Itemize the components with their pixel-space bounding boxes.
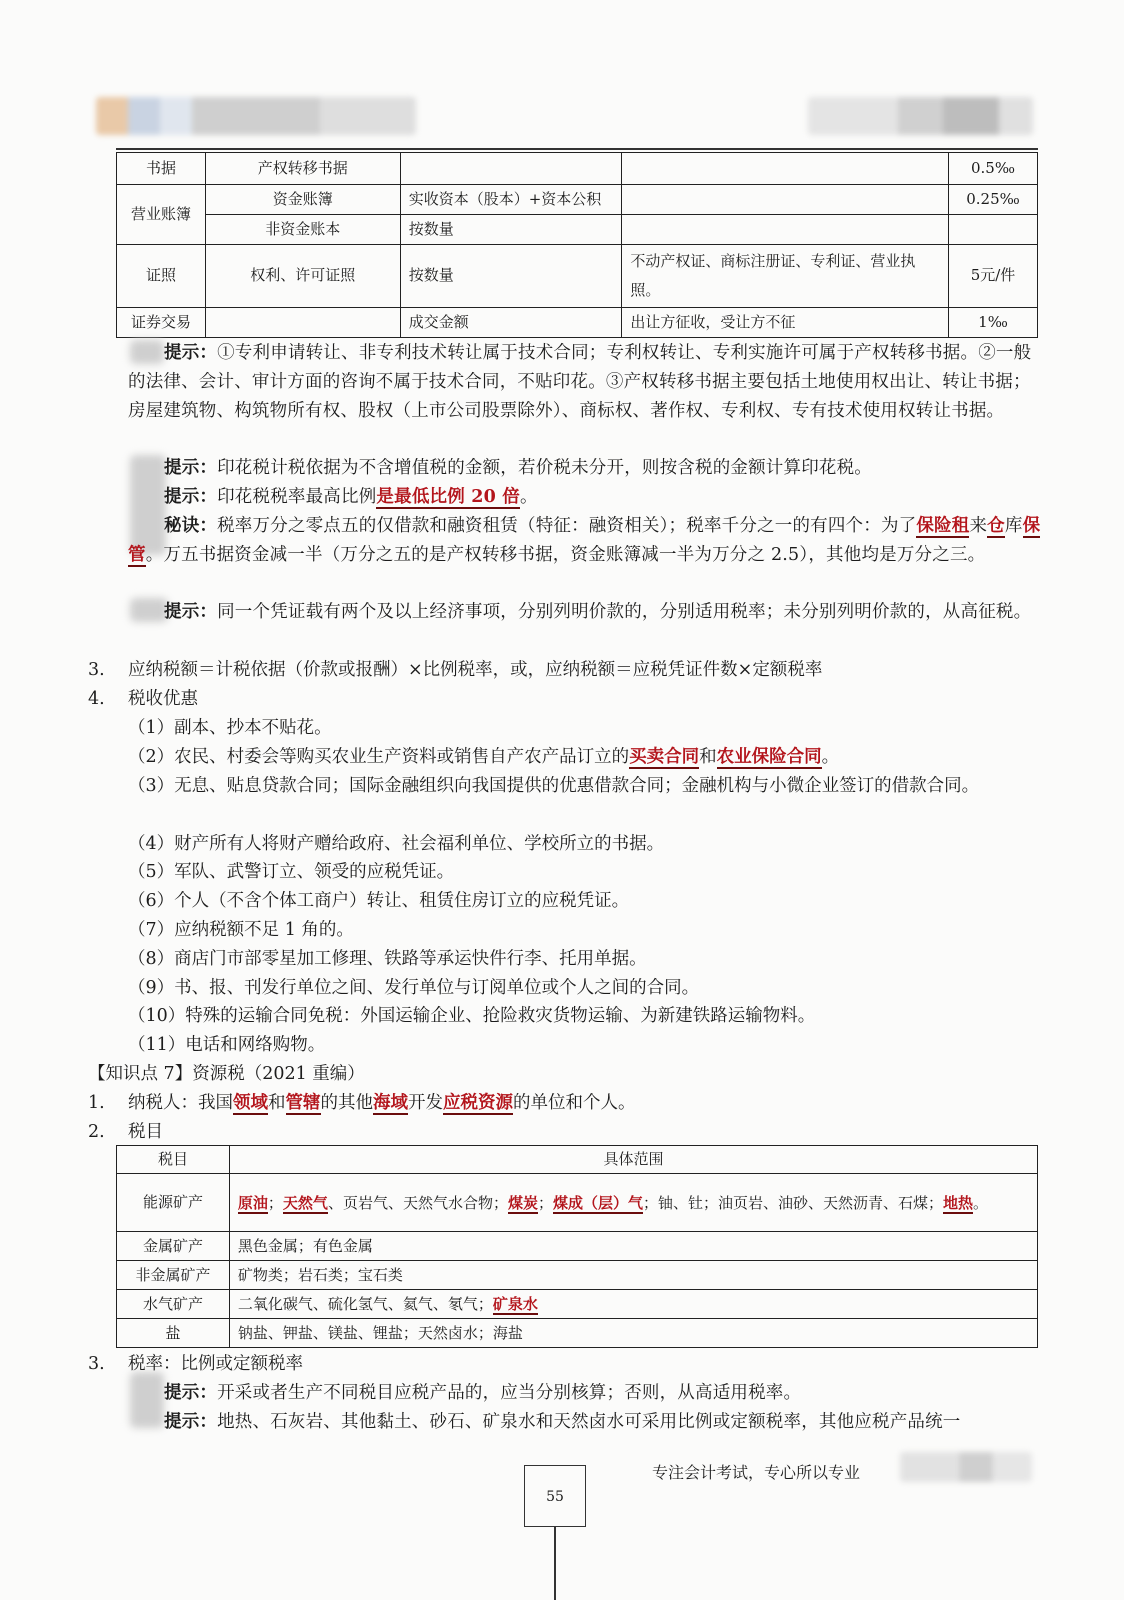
highlight: 领域 <box>233 1093 268 1113</box>
tip-label: 提示： <box>164 1412 218 1432</box>
highlight: 农业保险合同 <box>716 747 822 767</box>
header-rule <box>116 148 1038 150</box>
tip-label: 提示： <box>164 458 218 478</box>
cell-item: 非资金账本 <box>205 215 400 245</box>
highlight: 保险 <box>916 516 952 536</box>
table-row <box>117 185 1038 215</box>
header-logo-blur <box>96 97 416 135</box>
cell-note: 出让方征收，受让方不征 <box>622 308 949 338</box>
cell-basis: 按数量 <box>400 245 622 308</box>
cell-category: 能源矿产 <box>117 1174 230 1232</box>
tip-label: 提示： <box>164 487 218 507</box>
list-item: （6）个人（不含个体工商户）转让、租赁住房订立的应税凭证。 <box>128 891 630 911</box>
list-item: （9）书、报、刊发行单位之间、发行单位与订阅单位或个人之间的合同。 <box>128 978 700 998</box>
highlight: 地热 <box>943 1193 974 1212</box>
cell-item <box>205 308 400 338</box>
cell-text: ；铀、钍；油页岩、油砂、天然沥青、石煤； <box>643 1193 944 1212</box>
table-row <box>117 308 1038 338</box>
highlight: 矿泉水 <box>492 1294 538 1313</box>
section-number: 3. <box>88 660 105 680</box>
tip-text: 印花税税率最高比例 <box>217 487 377 507</box>
section-text: 应纳税额＝计税依据（价款或报酬）×比例税率，或，应纳税额＝应税凭证件数×定额税率 <box>128 660 823 680</box>
cell-rate: 0.5‰ <box>949 153 1038 185</box>
tip-text: 税率万分之零点五的仅借款和融资租赁（特征：融资相关）；税率千分之一的有四个：为了 <box>217 516 917 536</box>
list-item: （8）商店门市部零星加工修理、铁路等承运快件行李、托用单据。 <box>128 949 647 969</box>
table-row <box>117 153 1038 185</box>
cell-item: 权利、许可证照 <box>205 245 400 308</box>
tip-paragraph <box>128 1408 1048 1437</box>
list-item: （5）军队、武警订立、领受的应税凭证。 <box>128 862 455 882</box>
cell-note: 不动产权证、商标注册证、专利证、营业执照。 <box>622 245 949 308</box>
tip-text: 开采或者生产不同税目应税产品的，应当分别核算；否则，从高适用税率。 <box>217 1383 802 1403</box>
section-text-part: 的其他 <box>320 1093 373 1113</box>
cell-rate: 1‰ <box>949 308 1038 338</box>
section-text-part: 纳税人：我国 <box>128 1093 233 1113</box>
cell-note <box>622 185 949 215</box>
section-text-part: 和 <box>268 1093 286 1113</box>
tip-text: 同一个凭证载有两个及以上经济事项，分别列明价款的，分别适用税率；未分别列明价款的，从高征税。 <box>217 602 1032 622</box>
cell-text: 、页岩气、天然气水合物； <box>327 1193 508 1212</box>
section-number: 3. <box>88 1354 105 1374</box>
table-row <box>117 215 1038 245</box>
cell-basis: 成交金额 <box>400 308 622 338</box>
list-item: （11）电话和网络购物。 <box>128 1035 326 1055</box>
highlight: 天然气 <box>282 1193 328 1212</box>
highlight: 租 <box>951 516 970 536</box>
list-item: （7）应纳税额不足 1 角的。 <box>128 920 354 940</box>
highlight: 应税资源 <box>443 1093 513 1113</box>
page-number: 55 <box>524 1465 586 1527</box>
cell-basis: 按数量 <box>400 215 622 245</box>
tip-text: 地热、石灰岩、其他黏土、砂石、矿泉水和天然卤水可采用比例或定额税率，其他应税产品统一 <box>217 1412 961 1432</box>
footer-brand-blur <box>900 1452 1032 1482</box>
table-row <box>117 1261 1038 1290</box>
tip-text: 印花税计税依据为不含增值税的金额，若价税未分开，则按含税的金额计算印花税。 <box>217 458 873 478</box>
tip-paragraph <box>128 454 1048 483</box>
list-item <box>128 743 1048 772</box>
cell-scope: 黑色金属；有色金属 <box>229 1232 1037 1261</box>
footer-slogan: 专注会计考试，专心所以专业 <box>652 1463 861 1482</box>
cell-category: 金属矿产 <box>117 1232 230 1261</box>
cell-category: 盐 <box>117 1319 230 1348</box>
table-header: 具体范围 <box>229 1146 1037 1174</box>
list-item: （1）副本、抄本不贴花。 <box>128 718 332 738</box>
cell-category: 证照 <box>117 245 206 308</box>
cell-note <box>622 215 949 245</box>
highlight: 原油 <box>237 1193 268 1212</box>
list-item: （4）财产所有人将财产赠给政府、社会福利单位、学校所立的书据。 <box>128 834 665 854</box>
table-row <box>117 1319 1038 1348</box>
cell-basis: 实收资本（股本）+资本公积 <box>400 185 622 215</box>
tip-paragraph <box>128 1379 1048 1408</box>
tip-label: 提示： <box>164 602 218 622</box>
section-number: 1. <box>88 1093 105 1113</box>
tip-label: 提示： <box>164 1383 218 1403</box>
section-number: 2. <box>88 1122 105 1142</box>
cell-rate: 0.25‰ <box>949 185 1038 215</box>
table-row <box>117 1146 1038 1174</box>
cell-item: 产权转移书据 <box>205 153 400 185</box>
tip-paragraph <box>128 598 1048 627</box>
cell-text: 二氧化碳气、硫化氢气、氦气、氡气； <box>237 1294 493 1313</box>
tip-label: 提示： <box>164 343 218 363</box>
tip-text: 库 <box>1004 516 1023 536</box>
cell-note <box>622 153 949 185</box>
cell-category: 营业账簿 <box>117 185 206 245</box>
cell-scope: 矿物类；岩石类；宝石类 <box>229 1261 1037 1290</box>
section-text <box>128 1089 1048 1118</box>
tip-paragraph <box>128 483 1048 512</box>
cell-rate: 5元/件 <box>949 245 1038 308</box>
cell-item: 资金账簿 <box>205 185 400 215</box>
list-item: （3）无息、贴息贷款合同；国际金融组织向我国提供的优惠借款合同；金融机构与小微企业签订的借款合同。 <box>128 776 980 796</box>
cell-category: 书据 <box>117 153 206 185</box>
section-text-part: 的单位和个人。 <box>513 1093 636 1113</box>
tip-paragraph <box>128 512 1048 570</box>
cell-category: 非金属矿产 <box>117 1261 230 1290</box>
section-text-part: 开发 <box>408 1093 443 1113</box>
tip-text: 来 <box>969 516 988 536</box>
highlight: 海域 <box>373 1093 408 1113</box>
cell-category: 证券交易 <box>117 308 206 338</box>
cell-scope <box>229 1290 1037 1319</box>
header-brand-blur <box>808 97 1033 135</box>
table-row <box>117 1232 1038 1261</box>
section-text: 税率：比例或定额税率 <box>128 1354 303 1374</box>
section-text: 税目 <box>128 1122 163 1142</box>
tip-paragraph <box>128 339 1048 426</box>
highlight: 煤炭 <box>507 1193 538 1212</box>
tip-text: 。万五书据资金减一半（万分之五的是产权转移书据，资金账簿减一半为万分之 2.5），其他均是万分之三。 <box>145 545 986 565</box>
page-number-stem <box>554 1527 556 1600</box>
highlight: 买卖合同 <box>629 747 700 767</box>
cell-basis <box>400 153 622 185</box>
highlight: 管辖 <box>285 1093 321 1113</box>
highlight: 保管 <box>128 516 1041 565</box>
list-item: （10）特殊的运输合同免税：外国运输企业、抢险救灾货物运输、为新建铁路运输物料。 <box>128 1006 816 1026</box>
list-item-text: 。 <box>821 747 840 767</box>
resource-tax-table <box>116 1145 1038 1348</box>
cell-rate <box>949 215 1038 245</box>
tip-text: ①专利申请转让、非专利技术转让属于技术合同；专利权转让、专利实施许可属于产权转移书据。②一般的法律、会计、审计方面的咨询不属于技术合同，不贴印花。③产权转移书据主要包括土地使用权出让、转让书据；房屋建筑物、构筑物所有权、股权（上市公司股票除外）、商标权、著作权、专利权、专有技术使用权转让书据。 <box>128 343 1032 421</box>
cell-scope: 钠盐、钾盐、镁盐、锂盐；天然卤水；海盐 <box>229 1319 1037 1348</box>
tip-label: 秘诀： <box>164 516 218 536</box>
highlight: 煤成（层）气 <box>552 1193 643 1212</box>
section-heading: 【知识点 7】资源税（2021 重编） <box>88 1064 365 1084</box>
section-text: 税收优惠 <box>128 689 198 709</box>
table-row <box>117 245 1038 308</box>
table-header: 税目 <box>117 1146 230 1174</box>
list-item-text: （2）农民、村委会等购买农业生产资料或销售自产农产品订立的 <box>128 747 630 767</box>
section-number: 4. <box>88 689 105 709</box>
table-row <box>117 1174 1038 1232</box>
highlight: 仓 <box>987 516 1005 536</box>
highlight: 是最低比例 20 倍 <box>376 487 520 507</box>
stamp-tax-table <box>116 152 1038 338</box>
cell-category: 水气矿产 <box>117 1290 230 1319</box>
tip-text: 。 <box>519 487 538 507</box>
list-item-text: 和 <box>699 747 717 767</box>
cell-scope: 原油；天然气、页岩气、天然气水合物；煤炭；煤成（层）气；铀、钍；油页岩、油砂、天然沥青、石煤；地热。 <box>229 1174 1037 1232</box>
table-row <box>117 1290 1038 1319</box>
